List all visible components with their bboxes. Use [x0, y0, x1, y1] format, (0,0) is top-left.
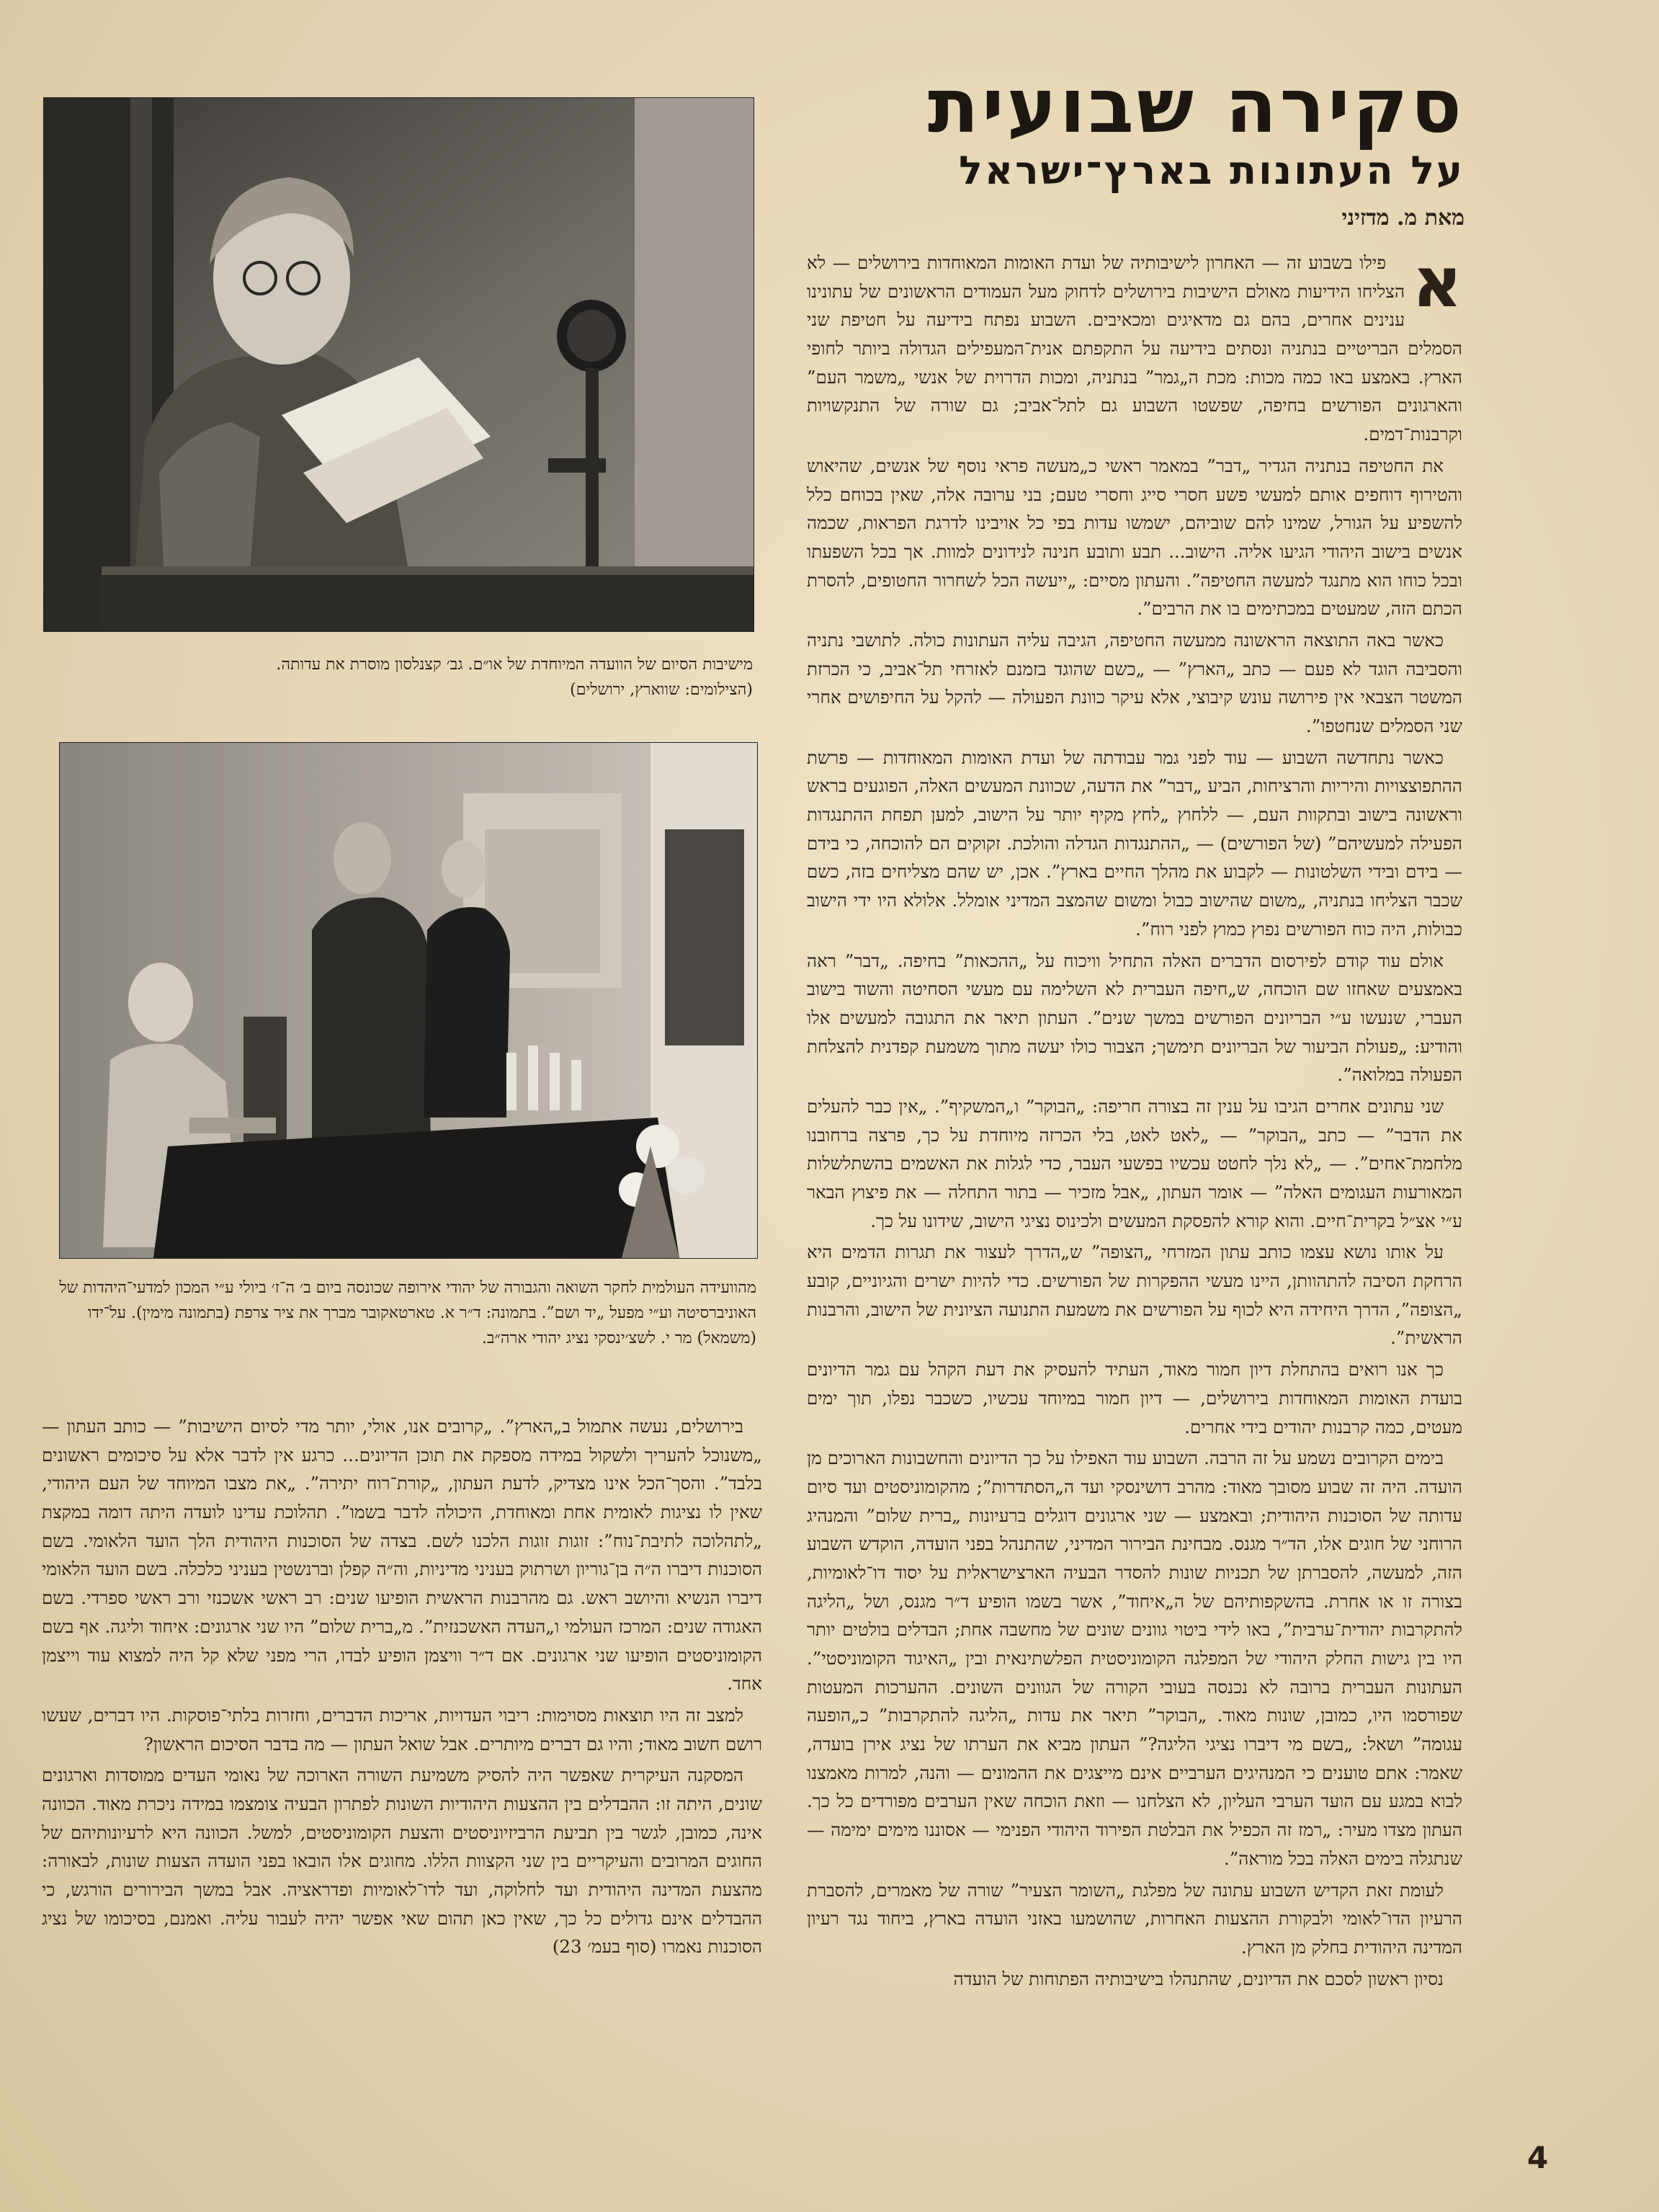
article-subtitle: על העתונות בארץ־ישראל [959, 148, 1465, 193]
drop-cap: א [1412, 249, 1462, 323]
paragraph: אולם עוד קודם לפירסום הדברים האלה התחיל וויכוח על „ההכאות” בחיפה. „דבר” ראה באמצעים שאחזו שם הוכחה, ש„חיפה העברית לא השלימה עם מעשי הסחיטה והשוד בישוב העברי, שנעשו ע״י הבריונים הפורשים במשך שנים”. העתון תיאר את התגובה למעשים אלו והודיע: „פעולת הביעור של הבריונים תימשך; הצבור כולו יעשה מתוך משמעת קפדנית להצלחת הפעולה במלואה”. [807, 950, 1462, 1086]
paragraph: נסיון ראשון לסכם את הדיונים, שהתנהלו בישיבותיה הפתוחות של הועדה [953, 1968, 1444, 1989]
photo-woman-speaking-at-microphone-icon [44, 98, 754, 631]
article-byline: מאת מ. מדזיני [1341, 205, 1465, 231]
paragraph: כאשר נתחדשה השבוע — עוד לפני גמר עבודתה של ועדת האומות המאוחדות — פרשת ההתפוצצויות והיריות והרציחות, הביע „דבר” את הדעה, שכוונת המעשים האלה, הפוגעים בראש וראשונה בישוב ובתקוות העם, — ללחוץ „לחץ מקיף יותר על הישוב, למען תפחת ההתנגדות הפעילה למעשיהם” (של הפורשים) — „ההתנגדות הגדלה והולכת. זקוקים הם להוכחה, כי בידם — בידם ובידי השלטונות — לקבוע את מהלך החיים בארץ”. אכן, יש שהם מצליחים בזה, כשם שכבר הצליחו בנתניה, „משום שהישוב כבול ומשום שהמצב המדיני אומלל. אלולא היו ידי הישוב כבולות, היה כוח הפורשים נפוץ כמוץ לפני רוח”. [807, 746, 1462, 940]
paragraph: בימים הקרובים נשמע על זה הרבה. השבוע עוד האפילו על כך הדיונים והחשבונות הארוכים מן הועדה. היה זה שבוע מסובך מאוד: מהרב דושינסקי ועד ה„הסתדרות”; מהקומוניסטים ועד סיום עדותה של הסוכנות היהודית; ובאמצע — שני ארגונים דוגלים ברעיונות „ברית שלום” והמנהיג הרוחני של חוגים אלו, הד״ר מגנס. מבחינת הבירור המדיני, שהתנהל בפני הועדה, הוקדש השבוע הזה, למעשה, להסברתן של תכניות שונות להסדר הבעיה הארצישראלית על יסוד דו־לאומיות, בצורה זו או אחרת. בהשקפותיהם של ה„איחוד”, אשר בשמו הופיע ד״ר מגנס, ושל „הליגה להתקרבות יהודית־ערבית”, באו לידי ביטוי גוונים שונים של מחשבה אחת; הבדלים בולטים יותר היו בין גישות החלק היהודי של המפלגה הקומוניסטית הפלשתינאית ובין „האיגוד הקומוניסטי”. העתונות העברית ברובה לא נכנסה בעובי הקורה של הגוונים השונים. ההערכות המעטות שפורסמו היו, כמובן, שונות מאוד. „הבוקר” תיאר את עדות „הליגה להתקרבות” כ„הופעה עגומה” ושאל: „בשם מי דיברו נציגי הליגה?” העתון מביא את הערתו של נציג אירן בועדה, שאמר: אתם טוענים כי המנהיגים הערביים אינם מייצגים את ההמונים — והנה, למרות מאמצנו לבוא במגע עם הועד הערבי העליון, לא הצלחנו — וזאת הוכחה שאין הערבים מפורדים כל כך. העתון מצדו מעיר: „רמז זה הכפיל את הבלטת הפירוד היהודי הפנימי — אסוננו מימים ימימה — שנתגלה בימים האלה בכל מוראה”. [807, 1448, 1462, 1869]
photo-caption-2: מהוועידה העולמית לחקר השואה והגבורה של יהודי אירופה שכונסה ביום ב׳ ה־ז׳ ביולי ע״י המכון למדעי־היהדות של האוניברסיטה וע״י מפעל „יד ושם”. בתמונה: ד״ר א. טארטאקובר מברך את ציר צרפת (בתמונה מימין). על־ידו (משמאל) מר י. לשצ׳ינסקי נציג יהודי ארה״ב. [59, 1279, 756, 1348]
page-number: 4 [1527, 2140, 1549, 2175]
paragraph: פילו בשבוע זה — האחרון לישיבותיה של ועדת האומות המאוחדות בירושלים — לא הצליחו הידיעות מאולם הישיבות בירושלים לדחוק מעל העמודים הראשונים של עתונינו ענינים אחרים, בהם גם מדאיגים ומכאיבים. השבוע נפתח בידיעה על חטיפת שני הסמלים הבריטיים בנתניה ונסתים בידיעה על התקפתם אנית־המעפילים הגדולה ביותר לחופי הארץ. באמצע באו כמה מכות: מכת ה„גמר” בנתניה, ומכות הדרוית של אנשי „משמר העם” והארגונים הפורשים בחיפה, שפשטו השבוע גם לתל־אביב; גם שורה של התנקשויות וקרבנות־דמים. [807, 252, 1462, 445]
paragraph: על אותו נושא עצמו כותב עתון המזרחי „הצופה” ש„הדרך לעצור את תגרות הדמים היא הרחקת הסיבה להתהוותן, היינו מעשי ההפקרות של הפורשים. כדי להיות ישרים והגיוניים, קובע „הצופה”, הדרך היחידה היא לכוף על הפורשים את משמעת התנועה הציונית של הישוב, והרבנות הראשית”. [807, 1241, 1462, 1349]
article-column-right [807, 249, 1462, 2151]
paragraph: כאשר באה התוצאה הראשונה ממעשה החטיפה, הגיבה עליה העתונות כולה. לתושבי נתניה והסביבה הוגד לא פעם — כתב „הארץ” — „כשם שהוגד בזמנם לאזרחי תל־אביב, כי הכרזת המשטר הצבאי אין פירושה עונש קיבוצי, אלא עיקר כוונת הפעולה — להקל על החיפושים אחרי שני הסמלים שנחטפו”. [807, 629, 1462, 736]
photo-credit: (הצילומים: שווארץ, ירושלים) [570, 681, 753, 700]
article-title: סקירה שבועית [927, 62, 1465, 150]
speaker-photo [43, 97, 754, 632]
paragraph: את החטיפה בנתניה הגדיר „דבר” במאמר ראשי כ„מעשה פראי נוסף של אנשים, שהיאוש והטירוף דוחפים אותם למעשי פשע חסרי סייג וחסרי טעם; בני ערובה אלה, שאין בכוחם כלל להשפיע על הגורל, שמינו להם שוביהם, ישמשו עדות בפי כל אויבינו לדרגת הפראות, שכמה אנשים בישוב היהודי הגיעו אליה. הישוב... תבע ותובע חנינה לנידונים למוות. אך בכל השפעתו ובכל כוחו הוא מתנגד למעשה החטיפה”. והעתון מסיים: „ייעשה הכל לשחרור החטופים, להסרת הכתם הזה, שמעטים במכתימים בו את הרבים”. [807, 455, 1462, 620]
paragraph: למצב זה היו תוצאות מסוימות: ריבוי העדויות, אריכות הדברים, וחזרות בלתי־פוסקות. היו דברים, שעשו רושם חשוב מאוד; והיו גם דברים מיותרים. אבל שואל העתון — מה בדבר הסיכום הראשון? [42, 1704, 762, 1754]
conference-photo [59, 742, 758, 1259]
article-column-left [42, 1412, 762, 2133]
photo-caption-text: מישיבות הסיום של הוועדה המיוחדת של או״ם. גב׳ קצנלסון מוסרת את עדותה. [276, 656, 753, 674]
photo-conference-podium-icon [60, 743, 757, 1258]
paragraph: כך אנו רואים בהתחלת דיון חמור מאוד, העתיד להעסיק את דעת הקהל עם גמר הדיונים בועדת האומות המאוחדות בירושלים, — דיון חמור במיוחד עכשיו, כשכבר נפלו, תוך ימים מעטים, כמה קרבנות יהודים בידי אחרים. [807, 1359, 1462, 1437]
photo-caption-1 [43, 652, 753, 703]
paragraph: המסקנה העיקרית שאפשר היה להסיק משמיעת השורה הארוכה של נאומי העדים ממוסדות וארגונים שונים, היתה זו: ההבדלים בין ההצעות היהודיות השונות לפתרון הבעיה צומצמו במידה ניכרת מאוד. הכוונה אינה, כמובן, לגשר בין תביעת הרביזיוניסטים והצעת הקומוניסטים, למשל. הכוונה היא לרעיונותיהם של החוגים המרובים והעיקריים בין שני הקצוות הללו. מחוגים אלו הובאו בפני הועדה הצעות שונות, לבאורה: מהצעת המדינה היהודית ועד לחלוקה, ועד לדו־לאומיות ופדראציה. אבל במשך הבירורים הורגש, כי ההבדלים אינם גדולים כל כך, שאין כאן תהום שאי אפשר יהיה לעבור עליה. ואמנם, בסיכומו של נציג הסוכנות נאמרו (סוף בעמ׳ 23) [42, 1765, 762, 1958]
paragraph: לעומת זאת הקדיש השבוע עתונה של מפלגת „השומר הצעיר” שורה של מאמרים, להסברת הרעיון הדו־לאומי ולבקורת ההצעות האחרות, שהושמעו באזני הועדה בארץ, ביחוד נגד רעיון המדינה היהודית בחלק מן הארץ. [807, 1879, 1462, 1958]
paragraph: שני עתונים אחרים הגיבו על ענין זה בצורה חריפה: „הבוקר” ו„המשקיף”. „אין כבר להעלים את הדבר” — כתב „הבוקר” — „לאט לאט, בלי הכרזה מיוחדת על כך, פרצה ברחובנו מלחמת־אחים”. — „לא נלך לחטט עכשיו בפשעי העבר, כדי לגלות את האשמים בהשתלשלות המאורעות העגומים האלה” — אומר העתון, „אבל מזכיר — בתור התחלה — את פיצוץ הבאר ע״י אצ״ל בקרית־חיים. והוא קורא להפסקת המעשים ולכינוס נציגי הישוב, שידונו על כך. [807, 1095, 1462, 1231]
paragraph: בירושלים, נעשה אתמול ב„הארץ”. „קרובים אנו, אולי, יותר מדי לסיום הישיבות” — כותב העתון — „משנוכל להעריך ולשקול במידה מספקת את תוכן הדיונים... כרגע אין לדבר אלא על סיכומים ראשונים בלבד”. והסך־הכל אינו מצדיק, לדעת העתון, „קורת־רוח יתירה”. „את מצבו המיוחד של העם היהודי, שאין לו נציגות לאומית אחת ומאוחדת, היכולה לדבר בשמו”. תהלוכת עדינו לועדה היתה דומה במקצת „לתהלוכה לתיבת־נוח”: זוגות זוגות הלכנו לשם. בצדה של הסוכנות היהודית הלך הועד הלאומי. בשם הסוכנות דיברו ה״ה בן־גוריון ושרתוק בעניני מדיניות, וה״ה קפלן וברנשטין בעניני כלכלה. בשם הועד הלאומי דיברו הנשיא והיושב ראש. גם מהרבנות הראשית הופיעו שנים: רב ראשי אשכנזי ורב ראשי ספרדי. בשם האגודה שנים: המרכז העולמי ו„העדה האשכנזית”. מ„ברית שלום” היו שני ארגונים: איחוד וליגה. אף בשם הקומוניסטים הופיעו שני ארגונים. אם ד״ר וויצמן הופיע לבדו, הרי מפני שלא קל היה למצוא עוד וייצמן אחד. [42, 1416, 762, 1695]
